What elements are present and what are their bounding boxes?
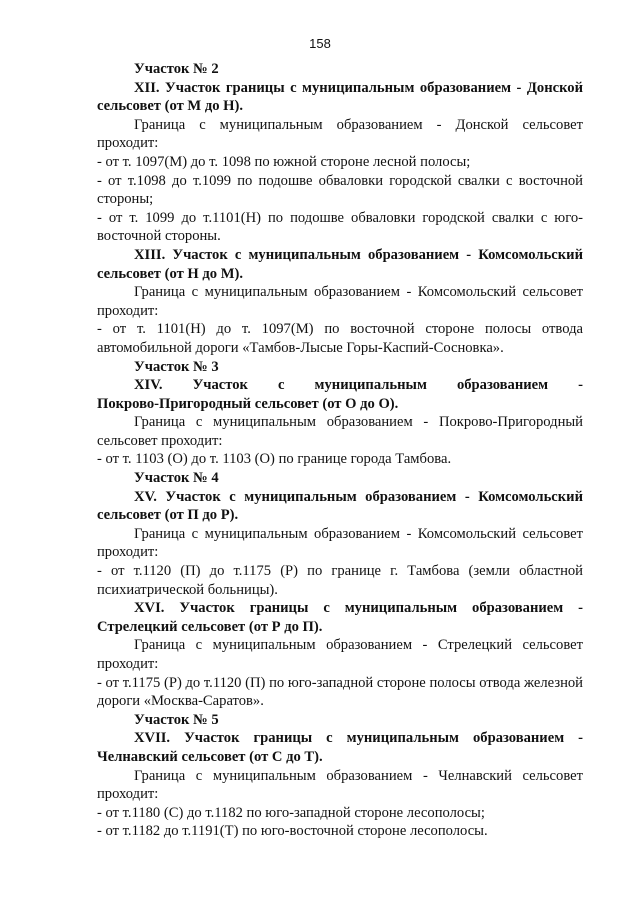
section-heading-line: XVII. Участок границы с муниципальным образованием - (134, 730, 583, 747)
list-item: - от т.1180 (С) до т.1182 по юго-западной стороне лесополосы; (97, 804, 485, 821)
section-xiii (97, 246, 583, 358)
section-uchastok-5 (97, 711, 583, 841)
section-heading-line: XIII. Участок с муниципальным образованием - Комсомольский (134, 246, 583, 263)
list-item: - от т. 1099 до т.1101(Н) по подошве обваловки городской свалки с юго-восточной стороны. (97, 209, 583, 245)
section-title: Участок № 5 (134, 711, 219, 728)
section-uchastok-2 (97, 60, 583, 246)
list-item: - от т. 1103 (О) до т. 1103 (О) по границе города Тамбова. (97, 451, 452, 468)
list-item: - от т.1182 до т.1191(Т) по юго-восточной стороне лесополосы. (97, 823, 488, 840)
section-title: Участок № 3 (134, 358, 219, 375)
section-intro: Граница с муниципальным образованием - Комсомольский сельсовет проходит: (97, 284, 583, 319)
section-intro: Граница с муниципальным образованием - Челнавский сельсовет проходит: (97, 767, 583, 803)
section-xvi (97, 599, 583, 711)
list-item: - от т. 1101(Н) до т. 1097(М) по восточной стороне полосы отвода автомобильной дороги «Тамбов-Лысые Горы-Каспий-Сосновка». (97, 321, 583, 356)
section-heading-line: сельсовет (от П до Р). (97, 507, 239, 524)
section-heading-line: Челнавский сельсовет (от С до Т). (97, 748, 323, 765)
document-body (97, 60, 583, 841)
section-intro: Граница с муниципальным образованием - Донской сельсовет проходит: (97, 116, 583, 152)
section-intro: Граница с муниципальным образованием - Стрелецкий сельсовет проходит: (97, 637, 583, 672)
list-item: - от т.1098 до т.1099 по подошве обваловки городской свалки с восточной стороны; (97, 172, 583, 208)
section-intro: Граница с муниципальным образованием - Комсомольский сельсовет проходит: (97, 525, 583, 561)
section-uchastok-4 (97, 469, 583, 599)
list-item: - от т. 1097(М) до т. 1098 по южной стороне лесной полосы; (97, 153, 471, 170)
section-intro: Граница с муниципальным образованием - Покрово-Пригородный сельсовет проходит: (97, 414, 583, 449)
section-heading-line: сельсовет (от М до Н). (97, 98, 244, 115)
section-heading-line: сельсовет (от Н до М). (97, 265, 244, 282)
list-item: - от т.1175 (Р) до т.1120 (П) по юго-западной стороне полосы отвода железной дороги «Москва-Саратов». (97, 674, 583, 710)
section-heading-line: Покрово-Пригородный сельсовет (от О до О). (97, 395, 399, 412)
section-heading-line: XIV. Участок с муниципальным образованием - (134, 377, 583, 394)
page-number: 158 (309, 36, 331, 51)
section-heading-line: XV. Участок с муниципальным образованием - Комсомольский (134, 488, 583, 505)
section-uchastok-3 (97, 358, 583, 470)
list-item: - от т.1120 (П) до т.1175 (Р) по границе г. Тамбова (земли областной психиатрической больницы). (97, 563, 583, 598)
section-title: Участок № 2 (134, 61, 219, 77)
section-heading-line: Стрелецкий сельсовет (от Р до П). (97, 618, 323, 635)
section-heading-line: XII. Участок границы с муниципальным образованием - Донской (134, 79, 583, 96)
section-heading-line: XVI. Участок границы с муниципальным образованием - (134, 600, 583, 617)
section-title: Участок № 4 (134, 470, 219, 487)
